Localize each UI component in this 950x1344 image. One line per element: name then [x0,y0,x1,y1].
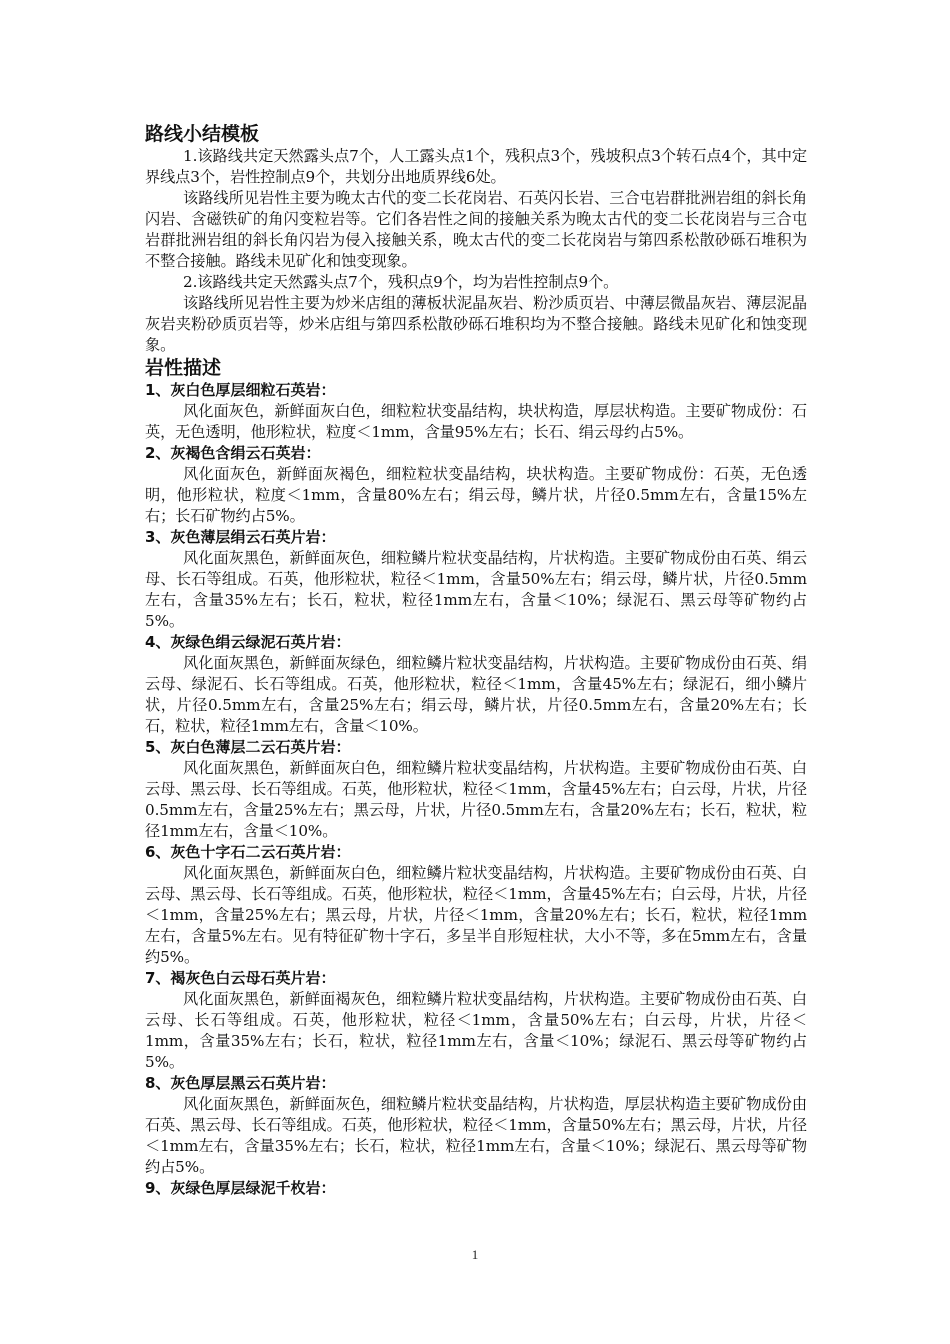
rock-description: 风化面灰黑色，新鲜面灰白色，细粒鳞片粒状变晶结构，片状构造。主要矿物成份由石英、白云母、黑云母、长石等组成。石英，他形粒状，粒径＜1mm，含量45%左右；白云母，片状，片径＜1mm，含量25%左右；黑云母，片状，片径＜1mm，含量20%左右；长石，粒状，粒径1mm左右，含量5%左右。见有特征矿物十字石，多呈半自形短柱状，大小不等，多在5mm左右，含量约5%。 [145,864,807,966]
rock-title: 8、灰色厚层黑云石英片岩： [145,1074,336,1092]
rock-title: 2、灰褐色含绢云石英岩： [145,444,321,462]
lithology-heading: 岩性描述 [145,357,222,379]
route-summary-paragraph-1: 1.该路线共定天然露头点7个，人工露头点1个，残积点3个，残坡积点3个转石点4个，其中定界线点3个，岩性控制点9个，共划分出地质界线6处。 [145,147,807,186]
lithology-item-3 [145,527,807,632]
lithology-item-2 [145,443,807,527]
rock-description: 风化面灰黑色，新鲜面灰绿色，细粒鳞片粒状变晶结构，片状构造。主要矿物成份由石英、绢云母、绿泥石、长石等组成。石英，他形粒状，粒径＜1mm，含量45%左右；绿泥石，细小鳞片状，片径0.5mm左右，含量25%左右；绢云母，鳞片状，片径0.5mm左右，含量20%左右；长石，粒状，粒径1mm左右，含量＜10%。 [145,654,807,735]
rock-title: 1、灰白色厚层细粒石英岩： [145,381,336,399]
lithology-item-8 [145,1073,807,1178]
rock-title: 5、灰白色薄层二云石英片岩： [145,738,351,756]
rock-title: 3、灰色薄层绢云石英片岩： [145,528,336,546]
rock-description: 风化面灰黑色，新鲜面灰色，细粒鳞片粒状变晶结构，片状构造。主要矿物成份由石英、绢云母、长石等组成。石英，他形粒状，粒径＜1mm，含量50%左右；绢云母，鳞片状，片径0.5mm左右，含量35%左右；长石，粒状，粒径1mm左右，含量＜10%；绿泥石、黑云母等矿物约占5%。 [145,549,807,630]
rock-title: 9、灰绿色厚层绿泥千枚岩： [145,1179,336,1197]
rock-title: 7、褐灰色白云母石英片岩： [145,969,336,987]
route-summary-paragraph-2: 该路线所见岩性主要为晚太古代的变二长花岗岩、石英闪长岩、三合屯岩群批洲岩组的斜长角闪岩、含磁铁矿的角闪变粒岩等。它们各岩性之间的接触关系为晚太古代的变二长花岗岩与三合屯岩群批洲岩组的斜长角闪岩为侵入接触关系，晚太古代的变二长花岗岩与第四系松散砂砾石堆积为不整合接触。路线未见矿化和蚀变现象。 [145,189,807,270]
rock-title: 6、灰色十字石二云石英片岩： [145,843,351,861]
rock-description: 风化面灰黑色，新鲜面褐灰色，细粒鳞片粒状变晶结构，片状构造。主要矿物成份由石英、白云母、长石等组成。石英，他形粒状，粒径＜1mm，含量50%左右；白云母，片状，片径＜1mm，含量35%左右；长石，粒状，粒径1mm左右，含量＜10%；绿泥石、黑云母等矿物约占5%。 [145,990,807,1071]
route-summary-heading: 路线小结模板 [145,123,260,145]
route-summary-paragraph-3: 2.该路线共定天然露头点7个，残积点9个，均为岩性控制点9个。 [183,273,619,291]
rock-description: 风化面灰色，新鲜面灰白色，细粒粒状变晶结构，块状构造，厚层状构造。主要矿物成份：石英，无色透明，他形粒状，粒度＜1mm，含量95%左右；长石、绢云母约占5%。 [145,402,807,441]
rock-description: 风化面灰黑色，新鲜面灰白色，细粒鳞片粒状变晶结构，片状构造。主要矿物成份由石英、白云母、黑云母、长石等组成。石英，他形粒状，粒径＜1mm，含量45%左右；白云母，片状，片径0.5mm左右，含量25%左右；黑云母，片状，片径0.5mm左右，含量20%左右；长石，粒状，粒径1mm左右，含量＜10%。 [145,759,807,840]
lithology-item-5 [145,737,807,842]
lithology-item-4 [145,632,807,737]
route-summary-paragraph-4: 该路线所见岩性主要为炒米店组的薄板状泥晶灰岩、粉沙质页岩、中薄层微晶灰岩、薄层泥晶灰岩夹粉砂质页岩等，炒米店组与第四系松散砂砾石堆积均为不整合接触。路线未见矿化和蚀变现象。 [145,294,807,354]
lithology-item-1 [145,380,807,443]
lithology-item-7 [145,968,807,1073]
rock-description: 风化面灰色，新鲜面灰褐色，细粒粒状变晶结构，块状构造。主要矿物成份：石英，无色透明，他形粒状，粒度＜1mm，含量80%左右；绢云母，鳞片状，片径0.5mm左右，含量15%左右；长石矿物约占5%。 [145,465,807,525]
rock-description: 风化面灰黑色，新鲜面灰色，细粒鳞片粒状变晶结构，片状构造，厚层状构造主要矿物成份由石英、黑云母、长石等组成。石英，他形粒状，粒径＜1mm，含量50%左右；黑云母，片状，片径＜1mm左右，含量35%左右；长石，粒状，粒径1mm左右，含量＜10%；绿泥石、黑云母等矿物约占5%。 [145,1095,807,1176]
document-page [145,122,807,1199]
lithology-item-6 [145,842,807,968]
rock-title: 4、灰绿色绢云绿泥石英片岩： [145,633,351,651]
lithology-item-9 [145,1178,807,1199]
page-number: 1 [471,1247,479,1262]
